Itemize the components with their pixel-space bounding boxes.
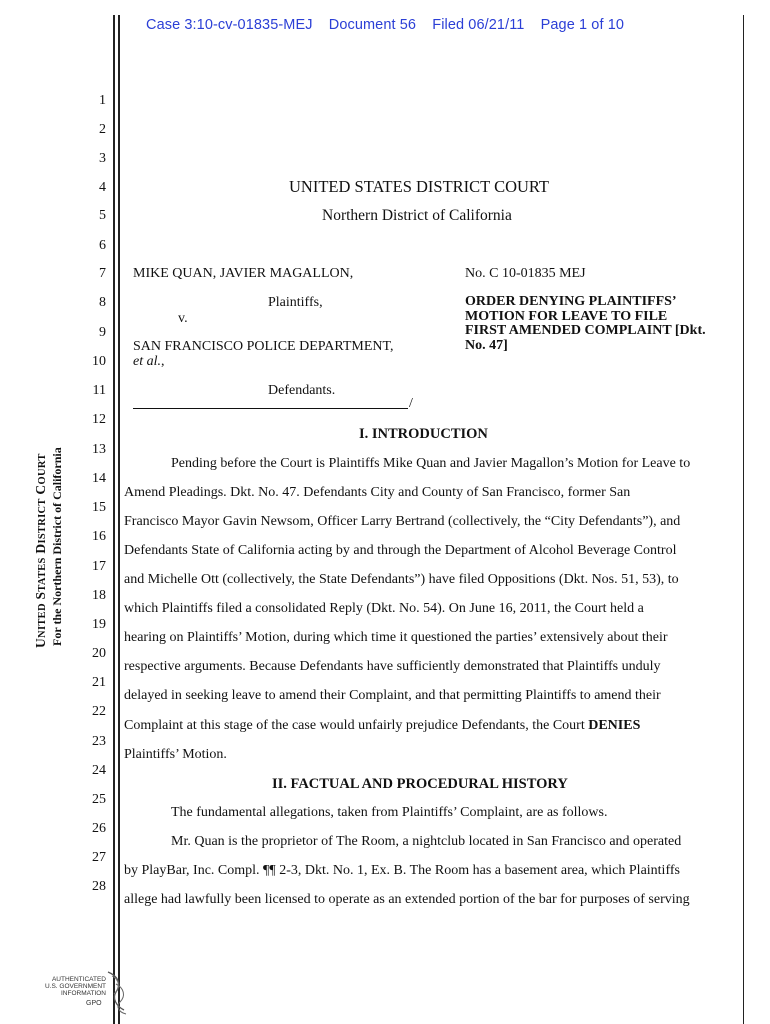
- body-line: Mr. Quan is the proprietor of The Room, a nightclub located in San Francisco and operated: [171, 834, 682, 849]
- line-number: 7: [99, 266, 106, 281]
- plaintiffs-label: Plaintiffs,: [268, 295, 323, 310]
- line-number: 21: [92, 675, 106, 690]
- line-number: 11: [92, 383, 106, 398]
- caption-slash: /: [409, 396, 413, 411]
- line-number: 1: [99, 93, 106, 108]
- body-line: delayed in seeking leave to amend their Complaint, and that permitting Plaintiffs to amend their: [124, 688, 661, 703]
- sidebar-court-name: UNITED STATES DISTRICT COURT: [33, 453, 48, 648]
- gpo-authentication-seal: AUTHENTICATED U.S. GOVERNMENT INFORMATION GPO: [42, 970, 132, 1018]
- defendants-label: Defendants.: [268, 383, 336, 398]
- line-number: 13: [92, 442, 106, 457]
- body-line: by PlayBar, Inc. Compl. ¶¶ 2-3, Dkt. No. 1, Ex. B. The Room has a basement area, which Plaintiffs: [124, 863, 680, 878]
- header-document-number: Document 56: [328, 17, 417, 33]
- line-number: 18: [92, 588, 106, 603]
- section-heading-history: II. FACTUAL AND PROCEDURAL HISTORY: [272, 776, 568, 792]
- body-line: Francisco Mayor Gavin Newsom, Officer Larry Bertrand (collectively, the “City Defendants”), and: [124, 514, 681, 529]
- line-number: 2: [99, 122, 106, 137]
- line-number: 24: [92, 763, 106, 778]
- line-number: 9: [99, 325, 106, 340]
- body-line: Pending before the Court is Plaintiffs Mike Quan and Javier Magallon’s Motion for Leave to: [171, 456, 691, 471]
- line-number: 23: [92, 734, 106, 749]
- left-margin-rule-outer: [113, 15, 115, 1024]
- left-margin-rule-inner: [118, 15, 120, 1024]
- body-line: Amend Pleadings. Dkt. No. 47. Defendants City and County of San Francisco, former San: [124, 485, 631, 500]
- case-number: No. C 10-01835 MEJ: [465, 266, 586, 281]
- right-margin-rule: [743, 15, 744, 1024]
- sidebar-district-name: For the Northern District of California: [50, 447, 64, 646]
- line-number: 4: [99, 180, 106, 195]
- body-line: which Plaintiffs filed a consolidated Reply (Dkt. No. 54). On June 16, 2011, the Court held a: [124, 601, 644, 616]
- body-line: Defendants State of California acting by and through the Department of Alcohol Beverage Control: [124, 543, 677, 558]
- line-number: 20: [92, 646, 106, 661]
- line-number: 17: [92, 559, 106, 574]
- line-number: 6: [99, 238, 106, 253]
- body-line: respective arguments. Because Defendants have sufficiently demonstrated that Plaintiffs unduly: [124, 659, 661, 674]
- court-title: UNITED STATES DISTRICT COURT: [289, 177, 550, 196]
- et-al: et al.,: [133, 354, 165, 369]
- line-number: 26: [92, 821, 106, 836]
- caption-rule: [133, 408, 408, 409]
- line-number: 12: [92, 412, 106, 427]
- ecf-header: [146, 17, 636, 33]
- versus: v.: [178, 311, 188, 326]
- line-number: 15: [92, 500, 106, 515]
- line-number: 25: [92, 792, 106, 807]
- line-number: 8: [99, 295, 106, 310]
- body-line: Complaint at this stage of the case would unfairly prejudice Defendants, the Court DENIES: [124, 718, 641, 733]
- section-heading-introduction: I. INTRODUCTION: [359, 426, 488, 442]
- line-number: 27: [92, 850, 106, 865]
- body-line: hearing on Plaintiffs’ Motion, during which time it questioned the parties’ extensively about their: [124, 630, 668, 645]
- defendant-name: SAN FRANCISCO POLICE DEPARTMENT,: [133, 339, 394, 354]
- order-title: ORDER DENYING PLAINTIFFS’ MOTION FOR LEAVE TO FILE FIRST AMENDED COMPLAINT [Dkt. No. 47]: [465, 294, 706, 353]
- body-line: Plaintiffs’ Motion.: [124, 747, 227, 762]
- line-number: 19: [92, 617, 106, 632]
- line-number: 22: [92, 704, 106, 719]
- header-filed-date: Filed 06/21/11: [432, 17, 525, 33]
- line-number: 14: [92, 471, 106, 486]
- line-number: 3: [99, 151, 106, 166]
- denies-emphasis: DENIES: [588, 718, 641, 733]
- line-number: 16: [92, 529, 106, 544]
- gpo-eagle-icon: [104, 970, 130, 1016]
- plaintiffs-names: MIKE QUAN, JAVIER MAGALLON,: [133, 266, 354, 281]
- body-line: and Michelle Ott (collectively, the State Defendants”) have filed Oppositions (Dkt. Nos. 51, 53), to: [124, 572, 679, 587]
- line-number: 28: [92, 879, 106, 894]
- body-line: The fundamental allegations, taken from Plaintiffs’ Complaint, are as follows.: [171, 805, 608, 820]
- line-number: 5: [99, 208, 106, 223]
- body-line: allege had lawfully been licensed to operate as an extended portion of the bar for purposes of serving: [124, 892, 690, 907]
- line-number: 10: [92, 354, 106, 369]
- header-page-count: Page 1 of 10: [540, 17, 625, 33]
- header-case-number: Case 3:10-cv-01835-MEJ: [146, 17, 313, 33]
- court-district: Northern District of California: [322, 207, 512, 224]
